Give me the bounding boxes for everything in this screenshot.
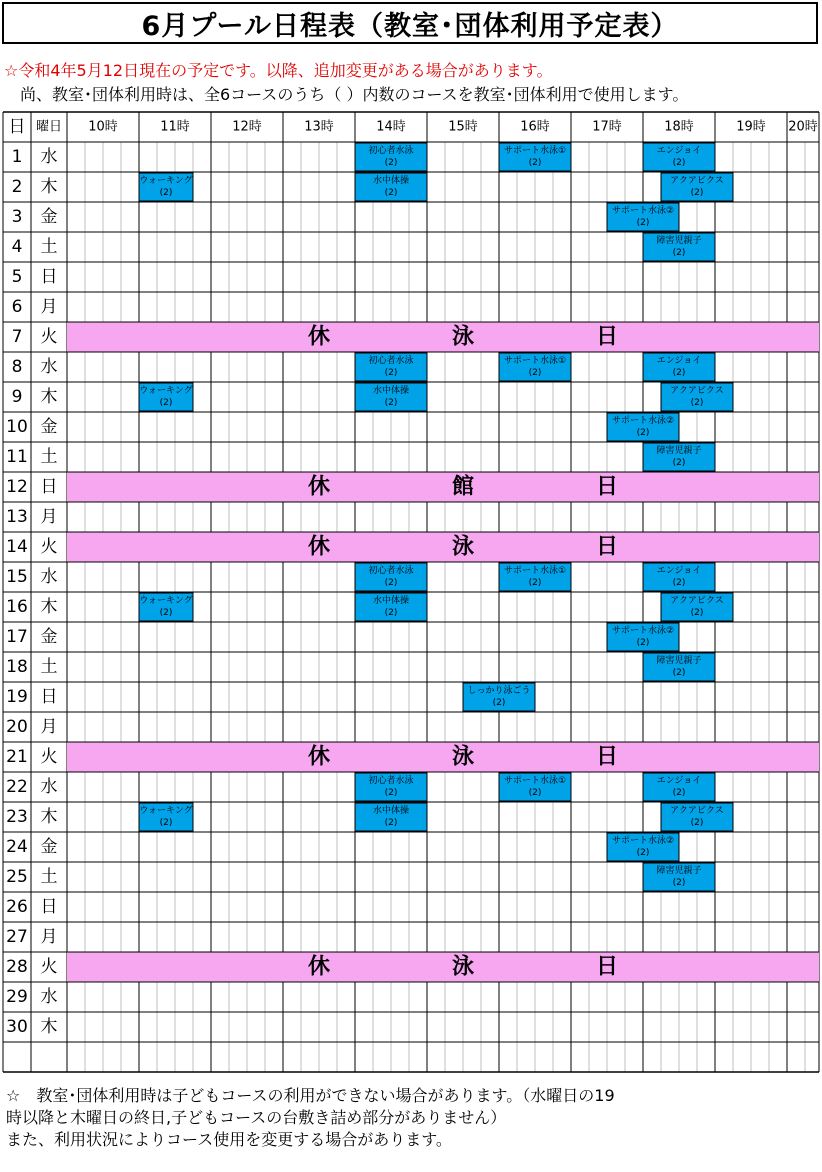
- header-hour: 17時: [592, 119, 622, 135]
- event-lanes: (2): [159, 398, 173, 408]
- event-lanes: (2): [384, 788, 398, 798]
- event-name: 障害児親子: [656, 236, 702, 246]
- event-lanes: (2): [690, 188, 704, 198]
- event-name: ウォーキング: [139, 386, 193, 396]
- day-number: 23: [6, 807, 28, 827]
- event-name: エンジョイ: [656, 146, 702, 156]
- event-lanes: (2): [690, 398, 704, 408]
- page-title: 6月プール日程表（教室･団体利用予定表）: [2, 2, 818, 44]
- day-weekday: 火: [40, 537, 58, 557]
- event-name: サポート水泳①: [503, 776, 567, 786]
- event-name: 初心者水泳: [368, 566, 414, 576]
- day-weekday: 土: [40, 237, 58, 257]
- closed-day-band: [67, 533, 819, 562]
- closed-day-label: 泳: [451, 534, 475, 560]
- closed-day-label: 休: [307, 474, 331, 500]
- day-weekday: 水: [40, 147, 58, 167]
- day-weekday: 土: [40, 657, 58, 677]
- event-lanes: (2): [690, 818, 704, 828]
- event-lanes: (2): [636, 218, 650, 228]
- event-lanes: (2): [159, 188, 173, 198]
- day-weekday: 木: [40, 1017, 58, 1037]
- event-name: サポート水泳①: [503, 566, 567, 576]
- event-name: アクアビクス: [670, 386, 724, 396]
- day-weekday: 水: [40, 987, 58, 1007]
- event-name: 初心者水泳: [368, 146, 414, 156]
- event-lanes: (2): [528, 578, 542, 588]
- event-lanes: (2): [528, 788, 542, 798]
- footer-line-3: また、利用状況によりコース使用を変更する場合があります。: [6, 1130, 452, 1149]
- closed-day-label: 休: [307, 534, 331, 560]
- event-name: サポート水泳②: [611, 626, 675, 636]
- event-lanes: (2): [672, 458, 686, 468]
- day-weekday: 月: [40, 927, 58, 947]
- header-day: 日: [8, 117, 26, 137]
- day-weekday: 金: [40, 627, 58, 647]
- lane-usage-notice: 尚、教室･団体利用時は、全6コースのうち（ ）内数のコースを教室･団体利用で使用します。: [20, 85, 689, 104]
- header-hour: 18時: [664, 119, 694, 135]
- day-number: 12: [6, 477, 28, 497]
- day-number: 4: [11, 237, 23, 257]
- day-weekday: 水: [40, 357, 58, 377]
- event-lanes: (2): [384, 158, 398, 168]
- update-notice: ☆令和4年5月12日現在の予定です。以降、追加変更がある場合があります。: [4, 61, 553, 80]
- day-weekday: 木: [40, 597, 58, 617]
- event-lanes: (2): [672, 788, 686, 798]
- closed-day-label: 日: [595, 954, 619, 980]
- header-weekday: 曜日: [35, 119, 63, 135]
- day-number: 13: [6, 507, 28, 527]
- closed-day-band: [67, 953, 819, 982]
- day-weekday: 水: [40, 777, 58, 797]
- event-name: サポート水泳①: [503, 356, 567, 366]
- event-name: サポート水泳②: [611, 836, 675, 846]
- day-number: 28: [6, 957, 28, 977]
- closed-day-label: 泳: [451, 324, 475, 350]
- day-number: 14: [6, 537, 28, 557]
- day-number: 22: [6, 777, 28, 797]
- event-lanes: (2): [672, 248, 686, 258]
- closed-day-label: 休: [307, 324, 331, 350]
- day-weekday: 水: [40, 567, 58, 587]
- closed-day-label: 泳: [451, 954, 475, 980]
- event-lanes: (2): [672, 878, 686, 888]
- event-name: ウォーキング: [139, 806, 193, 816]
- header-hour: 11時: [160, 119, 190, 135]
- header-hour: 15時: [448, 119, 478, 135]
- event-name: エンジョイ: [656, 566, 702, 576]
- day-number: 15: [6, 567, 28, 587]
- day-number: 21: [6, 747, 28, 767]
- event-name: サポート水泳②: [611, 206, 675, 216]
- event-name: しっかり泳ごう: [467, 686, 531, 696]
- day-weekday: 日: [40, 897, 58, 917]
- day-weekday: 木: [40, 177, 58, 197]
- header-hour: 19時: [736, 119, 766, 135]
- event-lanes: (2): [384, 578, 398, 588]
- day-number: 27: [6, 927, 28, 947]
- day-number: 5: [11, 267, 23, 287]
- event-lanes: (2): [672, 158, 686, 168]
- day-number: 20: [6, 717, 28, 737]
- event-name: 初心者水泳: [368, 776, 414, 786]
- event-lanes: (2): [528, 368, 542, 378]
- event-name: エンジョイ: [656, 776, 702, 786]
- day-weekday: 金: [40, 417, 58, 437]
- day-weekday: 月: [40, 717, 58, 737]
- day-number: 24: [6, 837, 28, 857]
- day-weekday: 土: [40, 867, 58, 887]
- event-lanes: (2): [672, 368, 686, 378]
- closed-day-band: [67, 473, 819, 502]
- event-lanes: (2): [636, 848, 650, 858]
- event-lanes: (2): [690, 608, 704, 618]
- closed-day-label: 日: [595, 534, 619, 560]
- event-lanes: (2): [384, 608, 398, 618]
- event-name: アクアビクス: [670, 176, 724, 186]
- event-name: ウォーキング: [139, 596, 193, 606]
- closed-day-label: 休: [307, 744, 331, 770]
- day-number: 17: [6, 627, 28, 647]
- day-weekday: 月: [40, 297, 58, 317]
- day-number: 25: [6, 867, 28, 887]
- day-number: 1: [11, 147, 23, 167]
- closed-day-label: 日: [595, 744, 619, 770]
- event-name: ウォーキング: [139, 176, 193, 186]
- day-weekday: 木: [40, 387, 58, 407]
- day-weekday: 火: [40, 957, 58, 977]
- event-name: アクアビクス: [670, 596, 724, 606]
- closed-day-band: [67, 743, 819, 772]
- day-weekday: 金: [40, 207, 58, 227]
- day-weekday: 日: [40, 687, 58, 707]
- event-lanes: (2): [159, 608, 173, 618]
- day-weekday: 土: [40, 447, 58, 467]
- header-hour: 12時: [232, 119, 262, 135]
- header-hour: 13時: [304, 119, 334, 135]
- event-name: アクアビクス: [670, 806, 724, 816]
- day-number: 19: [6, 687, 28, 707]
- day-weekday: 月: [40, 507, 58, 527]
- event-lanes: (2): [528, 158, 542, 168]
- event-lanes: (2): [384, 368, 398, 378]
- footer-line-2: 時以降と木曜日の終日,子どもコースの台敷き詰め部分がありません）: [6, 1108, 507, 1127]
- day-number: 29: [6, 987, 28, 1007]
- day-number: 26: [6, 897, 28, 917]
- day-weekday: 木: [40, 807, 58, 827]
- header-hour: 10時: [88, 119, 118, 135]
- day-number: 3: [11, 207, 23, 227]
- day-number: 30: [6, 1017, 28, 1037]
- closed-day-label: 日: [595, 324, 619, 350]
- day-weekday: 火: [40, 327, 58, 347]
- closed-day-band: [67, 323, 819, 352]
- event-lanes: (2): [636, 428, 650, 438]
- day-weekday: 火: [40, 747, 58, 767]
- day-number: 8: [11, 357, 23, 377]
- event-name: 障害児親子: [656, 446, 702, 456]
- closed-day-label: 休: [307, 954, 331, 980]
- event-name: 水中体操: [372, 176, 410, 186]
- event-lanes: (2): [636, 638, 650, 648]
- event-name: エンジョイ: [656, 356, 702, 366]
- header-hour: 14時: [376, 119, 406, 135]
- day-number: 11: [6, 447, 28, 467]
- event-name: 障害児親子: [656, 866, 702, 876]
- closed-day-label: 館: [451, 474, 475, 500]
- event-lanes: (2): [672, 668, 686, 678]
- day-weekday: 金: [40, 837, 58, 857]
- event-name: 水中体操: [372, 806, 410, 816]
- day-number: 10: [6, 417, 28, 437]
- event-name: 水中体操: [372, 386, 410, 396]
- event-lanes: (2): [384, 818, 398, 828]
- event-name: 障害児親子: [656, 656, 702, 666]
- closed-day-label: 日: [595, 474, 619, 500]
- closed-day-label: 泳: [451, 744, 475, 770]
- event-name: 初心者水泳: [368, 356, 414, 366]
- day-number: 18: [6, 657, 28, 677]
- event-lanes: (2): [159, 818, 173, 828]
- event-lanes: (2): [672, 578, 686, 588]
- event-lanes: (2): [384, 188, 398, 198]
- event-lanes: (2): [384, 398, 398, 408]
- day-weekday: 日: [40, 477, 58, 497]
- footer-notes: [6, 1085, 818, 1151]
- day-number: 7: [11, 327, 23, 347]
- header-hour: 16時: [520, 119, 550, 135]
- event-name: サポート水泳②: [611, 416, 675, 426]
- day-number: 9: [11, 387, 23, 407]
- event-name: サポート水泳①: [503, 146, 567, 156]
- day-number: 2: [11, 177, 23, 197]
- day-number: 6: [11, 297, 23, 317]
- header-hour: 20時: [788, 119, 818, 135]
- event-name: 水中体操: [372, 596, 410, 606]
- day-number: 16: [6, 597, 28, 617]
- footer-line-1: ☆ 教室･団体利用時は子どもコースの利用ができない場合があります。（水曜日の19: [6, 1086, 615, 1105]
- day-weekday: 日: [40, 267, 58, 287]
- event-lanes: (2): [492, 698, 506, 708]
